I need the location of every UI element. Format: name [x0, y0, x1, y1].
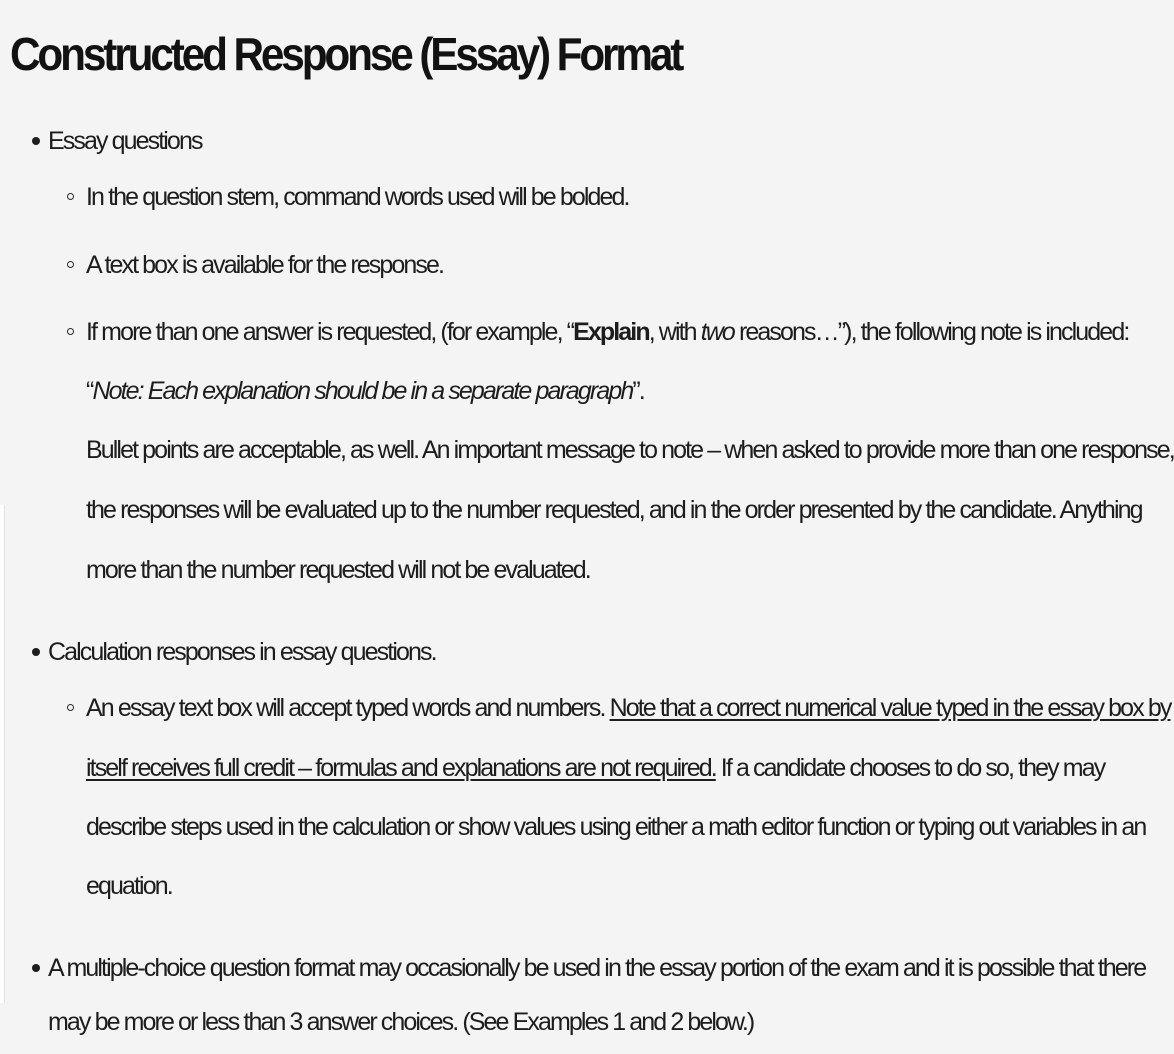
bullet-dot — [32, 964, 40, 972]
calculation-plain-text: An essay text box will accept typed words and numbers. — [86, 694, 610, 722]
bullet-dot — [32, 648, 40, 656]
evaluation-note-line-1: Bullet points are acceptable, as well. An important message to note – when asked to provide more than one response, — [86, 436, 1174, 464]
sub-bullet-circle — [67, 193, 74, 200]
section-essay-questions-label: Essay questions — [48, 127, 202, 155]
page-title: Constructed Response (Essay) Format — [10, 28, 682, 80]
italic-word-two: two — [700, 318, 734, 346]
multiple-answers-text-post: reasons…”), the following note is included: — [733, 318, 1129, 346]
essay-item-text-box: A text box is available for the response. — [86, 251, 444, 279]
note-italic-text: Note: Each explanation should be in a separate paragraph — [92, 377, 633, 405]
multiple-choice-line-1: A multiple-choice question format may occasionally be used in the essay portion of the exam and it is possible that there — [48, 954, 1146, 982]
bullet-dot — [32, 137, 40, 145]
full-credit-underlined-text-1: Note that a correct numerical value typed in the essay box by — [609, 694, 1171, 722]
calculation-plain-text-2: If a candidate chooses to do so, they may — [715, 754, 1105, 782]
separate-paragraph-note — [86, 374, 644, 408]
multiple-answers-text-mid: , with — [648, 318, 701, 346]
note-close-quote: ”. — [632, 377, 644, 405]
calculation-item-line-3: describe steps used in the calculation or show values using either a math editor function or typing out variables in an — [86, 813, 1146, 841]
calculation-item-line-4: equation. — [86, 872, 172, 900]
calculation-item-line-2 — [86, 751, 1104, 785]
multiple-choice-line-2: may be more or less than 3 answer choices. (See Examples 1 and 2 below.) — [48, 1008, 754, 1036]
calculation-item-line-1 — [86, 691, 1170, 725]
evaluation-note-line-2: the responses will be evaluated up to the number requested, and in the order presented by the candidate. Anything — [86, 496, 1142, 524]
sub-bullet-circle — [67, 328, 74, 335]
multiple-answers-text-pre: If more than one answer is requested, (for example, “ — [86, 318, 574, 346]
command-word-explain: Explain — [573, 318, 649, 346]
sub-bullet-circle — [67, 261, 74, 268]
sub-bullet-circle — [67, 704, 74, 711]
essay-item-multiple-answers — [86, 315, 1128, 349]
note-open-quote: “ — [86, 377, 93, 405]
evaluation-note-line-3: more than the number requested will not be evaluated. — [86, 556, 590, 584]
essay-item-command-words: In the question stem, command words used will be bolded. — [86, 183, 629, 211]
section-calculation-label: Calculation responses in essay questions. — [48, 638, 436, 666]
full-credit-underlined-text-2: itself receives full credit – formulas and explanations are not required. — [86, 754, 716, 782]
